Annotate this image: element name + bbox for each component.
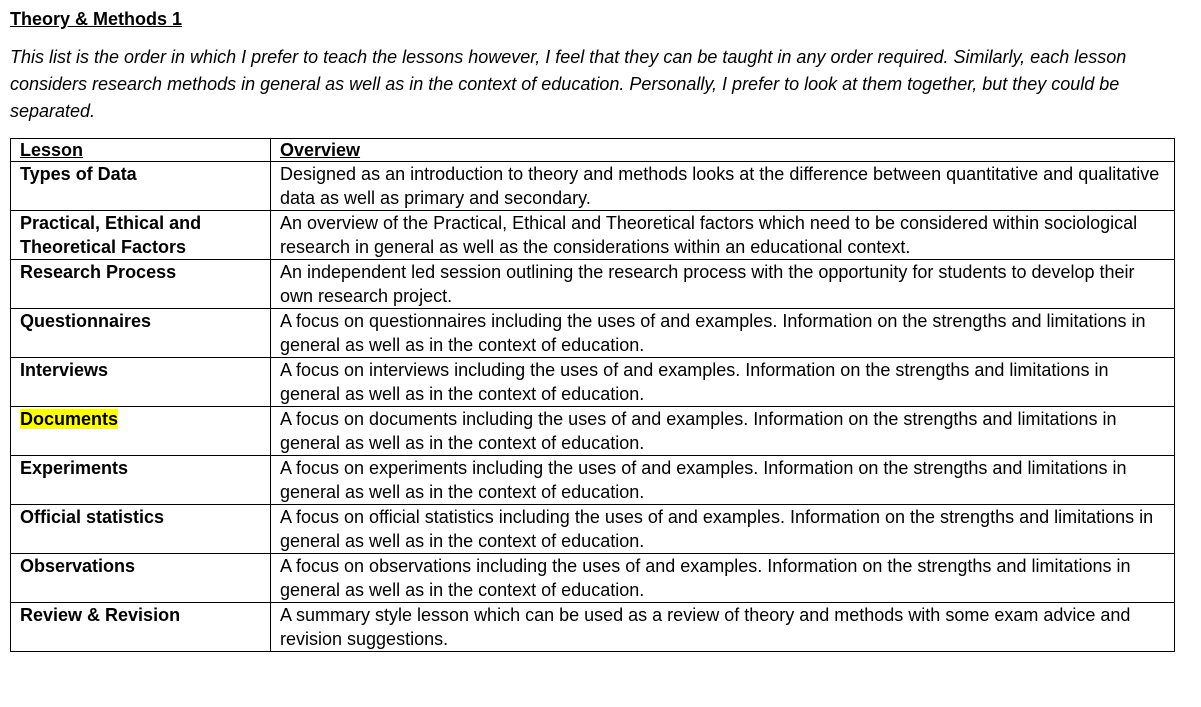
lesson-overview: An independent led session outlining the research process with the opportunity for students to develop their own research project. <box>271 260 1175 309</box>
table-row <box>11 260 1175 309</box>
lesson-overview: A focus on documents including the uses of and examples. Information on the strengths and limitations in general as well as in the context of education. <box>271 407 1175 456</box>
lesson-name: Experiments <box>11 456 271 505</box>
lesson-name-cell <box>11 407 271 456</box>
lesson-name: Observations <box>11 554 271 603</box>
table-row <box>11 358 1175 407</box>
lesson-name: Research Process <box>11 260 271 309</box>
lesson-column-header: Lesson <box>11 139 271 162</box>
table-row <box>11 554 1175 603</box>
lesson-name: Questionnaires <box>11 309 271 358</box>
lesson-overview: An overview of the Practical, Ethical and Theoretical factors which need to be considered within sociological research in general as well as the considerations within an educational context. <box>271 211 1175 260</box>
lesson-overview: Designed as an introduction to theory and methods looks at the difference between quantitative and qualitative data as well as primary and secondary. <box>271 162 1175 211</box>
lesson-overview: A focus on experiments including the uses of and examples. Information on the strengths and limitations in general as well as in the context of education. <box>271 456 1175 505</box>
document-page <box>10 6 1185 125</box>
table-row <box>11 603 1175 652</box>
overview-column-header: Overview <box>271 139 1175 162</box>
lesson-name: Interviews <box>11 358 271 407</box>
lesson-name: Review & Revision <box>11 603 271 652</box>
table-row <box>11 211 1175 260</box>
highlighted-lesson-name: Documents <box>20 409 119 429</box>
table-row <box>11 456 1175 505</box>
lesson-name: Practical, Ethical and Theoretical Factors <box>11 211 271 260</box>
lessons-table <box>10 138 1175 652</box>
lesson-overview: A focus on observations including the uses of and examples. Information on the strengths and limitations in general as well as in the context of education. <box>271 554 1175 603</box>
table-header-row <box>11 139 1175 162</box>
lesson-overview: A focus on questionnaires including the uses of and examples. Information on the strengths and limitations in general as well as in the context of education. <box>271 309 1175 358</box>
lesson-overview: A focus on official statistics including the uses of and examples. Information on the strengths and limitations in general as well as in the context of education. <box>271 505 1175 554</box>
lesson-overview: A focus on interviews including the uses of and examples. Information on the strengths and limitations in general as well as in the context of education. <box>271 358 1175 407</box>
lesson-name: Official statistics <box>11 505 271 554</box>
table-row <box>11 162 1175 211</box>
intro-paragraph: This list is the order in which I prefer to teach the lessons however, I feel that they can be taught in any order required. Similarly, each lesson considers research methods in general as well as in the context of education. Personally, I prefer to look at them together, but they could be separated. <box>10 47 1127 121</box>
lesson-overview: A summary style lesson which can be used as a review of theory and methods with some exam advice and revision suggestions. <box>271 603 1175 652</box>
document-title: Theory & Methods 1 <box>10 9 183 29</box>
lesson-name: Types of Data <box>11 162 271 211</box>
table-row <box>11 407 1175 456</box>
table-row <box>11 505 1175 554</box>
table-row <box>11 309 1175 358</box>
